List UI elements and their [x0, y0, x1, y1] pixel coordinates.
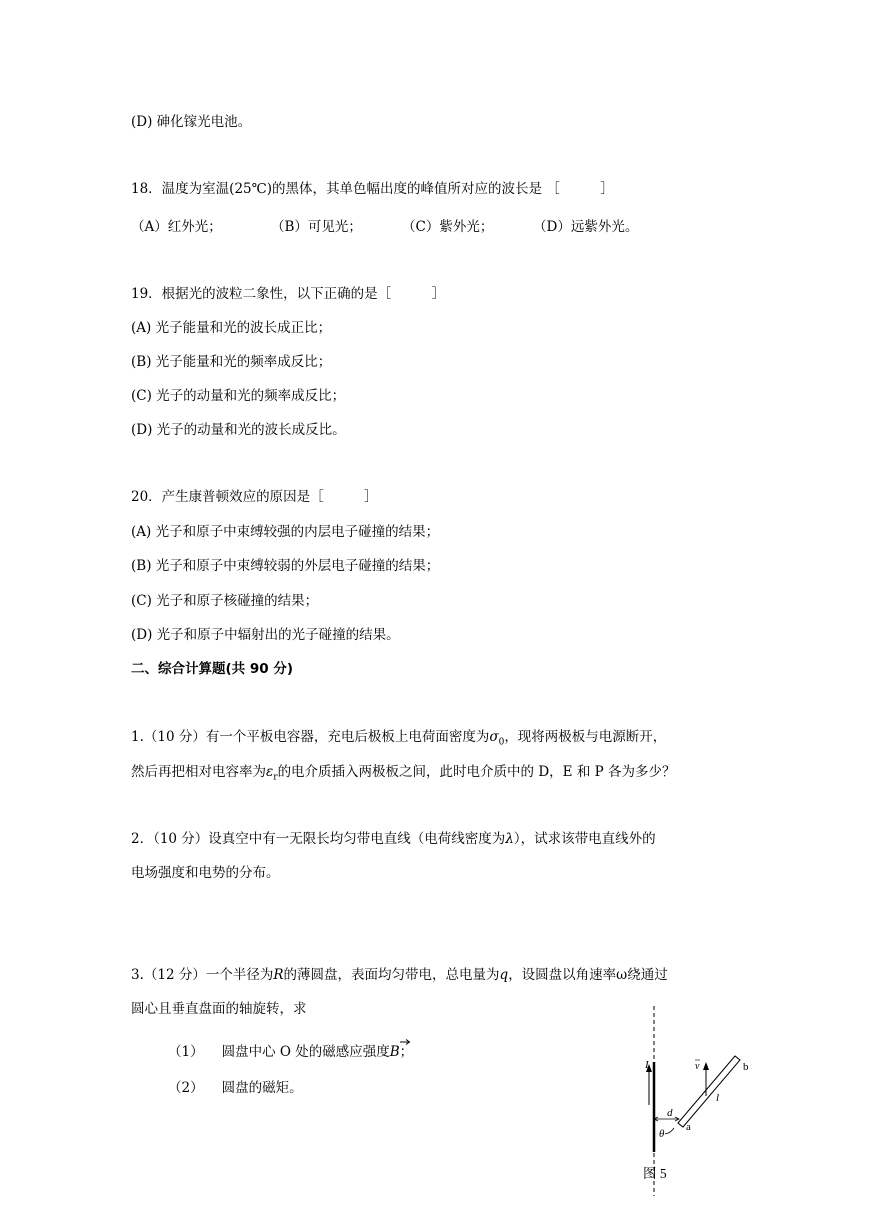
moving-rod [678, 1056, 740, 1127]
section-title: 二、综合计算题(共 90 分) [131, 661, 294, 677]
q20-stem: 20．产生康普顿效应的原因是［ ］ [131, 489, 378, 505]
problem-3-sub-1: （1） 圆盘中心 O 处的磁感应强度B； [168, 1044, 414, 1060]
q18-option-b: （B）可见光； [271, 219, 362, 235]
label-a: a [686, 1121, 691, 1133]
q20-option-b: (B) 光子和原子中束缚较弱的外层电子碰撞的结果； [131, 558, 440, 574]
q20-option-d: (D) 光子和原子中辐射出的光子碰撞的结果。 [131, 627, 400, 643]
q19-option-b: (B) 光子能量和光的频率成反比； [131, 354, 332, 370]
q18-option-a: （A）红外光； [131, 219, 222, 235]
vector-arrow-icon [399, 1038, 411, 1046]
figure-caption: 图 5 [643, 1166, 667, 1181]
problem-3-line-1: 3.（12 分）一个半径为R的薄圆盘，表面均匀带电，总电量为q，设圆盘以角速率ω绕通过 [131, 967, 668, 983]
problem-2-line-1: 2．（10 分）设真空中有一无限长均匀带电直线（电荷线密度为λ），试求该带电直线外的 [131, 831, 656, 847]
q18-option-c: （C）紫外光； [402, 219, 494, 235]
q20-option-a: (A) 光子和原子中束缚较强的内层电子碰撞的结果； [131, 524, 440, 540]
q18-stem: 18．温度为室温(25℃)的黑体，其单色幅出度的峰值所对应的波长是 ［ ］ [131, 181, 614, 197]
q19-stem: 19．根据光的波粒二象性，以下正确的是［ ］ [131, 286, 446, 302]
angle-arc [665, 1128, 674, 1134]
q20-option-c: (C) 光子和原子核碰撞的结果； [131, 593, 319, 609]
q19-option-d: (D) 光子的动量和光的波长成反比。 [131, 422, 346, 438]
problem-3-sub-2: （2） 圆盘的磁矩。 [168, 1080, 303, 1096]
problem-1-line-1: 1.（10 分）有一个平板电容器，充电后极板上电荷面密度为$\sigma_0$，现将两极板与电源断开， [131, 729, 667, 748]
figure-5 [625, 1000, 765, 1200]
q19-option-a: (A) 光子能量和光的波长成正比； [131, 320, 332, 336]
problem-2-line-2: 电场强度和电势的分布。 [131, 865, 280, 881]
label-theta: θ [659, 1128, 665, 1140]
problem-1-line-2: 然后再把相对电容率为$\varepsilon_r$的电介质插入两极板之间，此时电介质中的 D，E 和 P 各为多少？ [131, 764, 676, 783]
label-l: l [716, 1092, 720, 1104]
label-v: v [695, 1061, 700, 1072]
q18-option-d: （D）远紫外光。 [533, 219, 639, 235]
q19-option-c: (C) 光子的动量和光的频率成反比； [131, 388, 346, 404]
label-i: I [645, 1059, 649, 1071]
problem-3-line-2: 圆心且垂直盘面的轴旋转，求 [131, 1001, 307, 1017]
q17-option-d: (D) 砷化镓光电池。 [131, 114, 252, 130]
label-b: b [743, 1061, 749, 1073]
label-d: d [667, 1107, 673, 1119]
